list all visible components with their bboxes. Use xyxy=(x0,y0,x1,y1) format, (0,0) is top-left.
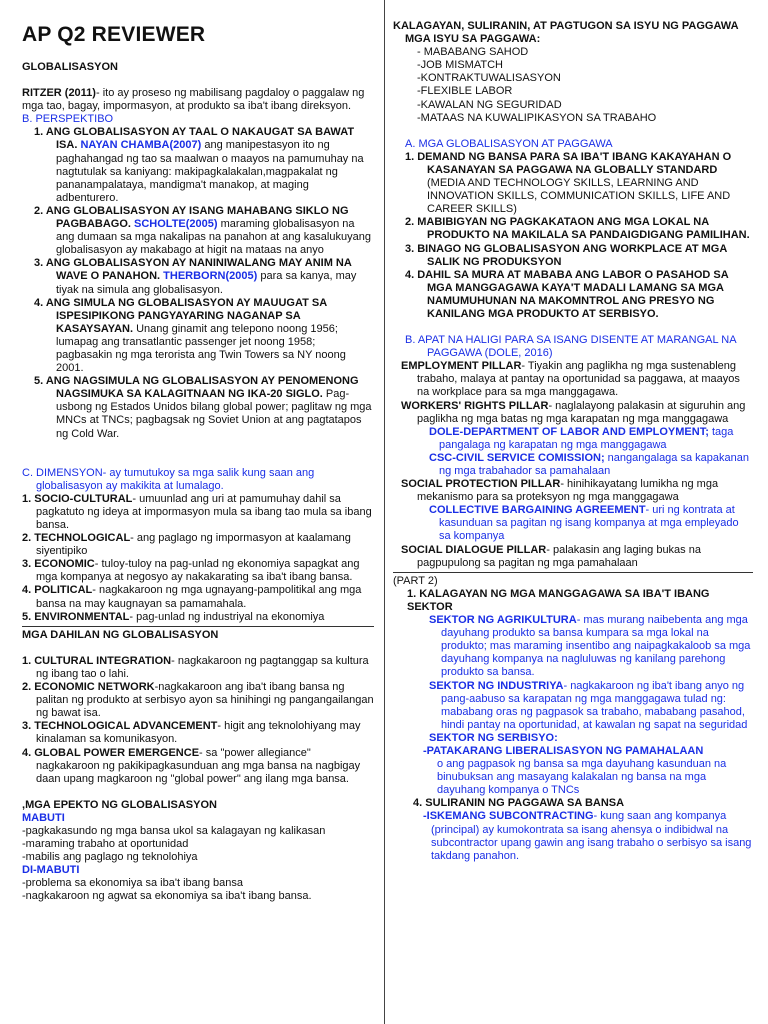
page-title: AP Q2 REVIEWER xyxy=(22,23,206,46)
item-bold: 1. CULTURAL INTEGRATION xyxy=(22,654,172,667)
a-item-2: 2. MABIBIGYAN NG PAGKAKATAON ANG MGA LOKAL NA PRODUKTO NA MAKILALA SA PANDAIGDIGANG PAMILIHAN. xyxy=(405,216,750,242)
dimensyon-item-5 xyxy=(22,611,374,624)
dimensyon-item-3 xyxy=(22,558,374,584)
item-bold: 4. POLITICAL xyxy=(22,584,93,597)
item-text: -nagkakaroon ang iba't ibang bansa ng palitan ng produkto at serbisyo ayon sa hinihingi ng pangangailangan ng bawat isa. xyxy=(36,681,374,720)
liberalisasyon-heading: -PATAKARANG LIBERALISASYON NG PAMAHALAAN xyxy=(423,744,704,757)
section-divider xyxy=(393,572,753,573)
mabuti-label: MABUTI xyxy=(22,811,65,824)
citation: THERBORN(2005) xyxy=(163,270,258,283)
item-text: - hinihikayatang lumikha ng mga mekanismo para sa proteksyon ng mga manggagawa xyxy=(417,478,719,504)
dahilan-item-4 xyxy=(22,747,374,786)
workers-rights-pillar xyxy=(393,400,753,426)
b-heading: B. APAT NA HALIGI PARA SA ISANG DISENTE AT MARANGAL NA PAGGAWA (DOLE, 2016) xyxy=(405,334,736,360)
item-text: para sa kanya, may tiyak na simula ang globalisasyon. xyxy=(56,270,357,296)
item-text: - ang paglago ng impormasyon at kaalamang siyentipiko xyxy=(36,532,351,558)
liberalisasyon-text: o ang pagpasok ng bansa sa mga dayuhang kasunduan na binubuksan ang masayang kalakalan ng bansa na mga dayuhang kompanya o TNCs xyxy=(437,758,727,797)
item-text: - higit ang teknolohiyang may kinalaman sa komunikasyon. xyxy=(36,720,361,746)
isyu-item: -JOB MISMATCH xyxy=(417,59,503,72)
section-divider xyxy=(22,626,374,627)
dimensyon-item-4 xyxy=(22,584,374,610)
item-bold: 1. DEMAND NG BANSA PARA SA IBA'T IBANG KAKAYAHAN O KASANAYAN SA PAGGAWA NA GLOBALLY STANDARD xyxy=(405,150,732,176)
item-bold: -ISKEMANG SUBCONTRACTING xyxy=(423,810,594,823)
item-text: - pag-unlad ng industriyal na ekonomiya xyxy=(129,610,325,623)
epekto-heading xyxy=(22,799,374,812)
k1-heading: 1. KALAGAYAN NG MGA MANGGAGAWA SA IBA'T IBANG SEKTOR xyxy=(407,587,710,613)
mabuti-item: -pagkakasundo ng mga bansa ukol sa kalagayan ng kalikasan xyxy=(22,824,326,837)
column-divider xyxy=(384,0,385,1024)
item-bold: 3. ANG GLOBALISASYON AY NANINIWALANG MAY ANIM NA WAVE O PANAHON. xyxy=(34,257,352,283)
isyu-item: - MABABANG SAHOD xyxy=(417,46,529,59)
item-bold: 3. TECHNOLOGICAL ADVANCEMENT xyxy=(22,720,218,733)
perspektibo-item-2 xyxy=(22,205,374,257)
dimensyon-item-1 xyxy=(22,493,374,532)
item-bold: 2. TECHNOLOGICAL xyxy=(22,532,131,545)
iskemang-subcontracting xyxy=(393,810,753,862)
item-bold: 1. SOCIO-CULTURAL xyxy=(22,492,133,505)
item-text: - kung saan ang kompanya (principal) ay kumokontrata sa isang ahensya o indibidwal na subcontractor upang gawin ang isang trabaho o serbisyo sa isang takdang panahon. xyxy=(431,810,752,862)
item-text: Unang ginamit ang telepono noong 1956; lumapag ang transatlantic passenger jet noong 1958; pagbasakin ng mga terorista ang Twin Towers sa NY noong 2001. xyxy=(56,322,346,375)
isyu-heading: MGA ISYU SA PAGGAWA: xyxy=(405,33,541,46)
item-text: Pag-usbong ng Estados Unidos bilang global power; paglitaw ng mga MNCs at TNCs; pagbagsak ng Soviet Union at ang pagtatapos ng Cold War. xyxy=(56,388,372,440)
globalisasyon-heading: GLOBALISASYON xyxy=(22,61,118,73)
sektor-industriya xyxy=(393,680,753,732)
citation: SCHOLTE(2005) xyxy=(134,218,218,231)
dimabuti-label: DI-MABUTI xyxy=(22,864,80,877)
item-bold: DOLE-DEPARTMENT OF LABOR AND EMPLOYMENT; xyxy=(429,425,709,438)
item-bold: SOCIAL PROTECTION PILLAR xyxy=(401,478,561,491)
item-text: - palakasin ang laging bukas na pagpupulong sa pagitan ng mga pamahalaan xyxy=(417,543,701,569)
item-text: (MEDIA AND TECHNOLOGY SKILLS, LEARNING AND INNOVATION SKILLS, COMMUNICATION SKILLS, LIFE AND CAREER SKILLS) xyxy=(427,177,731,216)
isyu-item: -KAWALAN NG SEGURIDAD xyxy=(417,98,562,111)
item-bold: COLLECTIVE BARGAINING AGREEMENT xyxy=(429,504,646,517)
dimensyon-heading: C. DIMENSYON- ay tumutukoy sa mga salik kung saan ang globalisasyon ay makikita at lumalago. xyxy=(22,466,315,492)
isyu-item: -KONTRAKTUWALISASYON xyxy=(417,72,561,85)
dimabuti-item: -nagkakaroon ng agwat sa ekonomiya sa iba't ibang bansa. xyxy=(22,890,312,903)
perspektibo-heading: B. PERSPEKTIBO xyxy=(22,113,114,126)
epekto-prefix: , xyxy=(22,798,26,811)
isyu-item: -MATAAS NA KUWALIPIKASYON SA TRABAHO xyxy=(417,111,657,124)
sektor-agrikultura xyxy=(393,614,753,679)
item-text: - umuunlad ang uri at pamumuhay dahil sa pagkatuto ng ideya at impormasyon mula sa ibang tao mula sa ibang bansa. xyxy=(36,492,372,531)
item-text: ang manipestasyon ito ng paghahangad ng tao sa maalwan o maayos na pamumuhay na nagtutulak sa kaniyang: makipagkalakalan,magpakalat ng pananampalataya, mandigma't manakop, at maging adbenturero. xyxy=(56,139,364,204)
item-text: nangangalaga sa kapakanan ng mga trabahador sa pamahalaan xyxy=(439,451,749,477)
item-bold: SEKTOR NG INDUSTRIYA xyxy=(429,679,564,692)
part2-label: (PART 2) xyxy=(393,574,438,587)
item-text: taga pangalaga ng karapatan ng mga manggagawa xyxy=(439,425,734,451)
item-bold: WORKERS' RIGHTS PILLAR xyxy=(401,399,549,412)
right-column xyxy=(393,0,753,863)
k4-heading: 4. SULIRANIN NG PAGGAWA SA BANSA xyxy=(413,797,625,810)
item-bold: 3. ECONOMIC xyxy=(22,558,95,571)
item-text: - nagkakaroon ng iba't ibang anyo ng pang-aabuso sa karapatan ng mga manggagawa tulad ng: mababang oras ng pagpasok sa trabaho, mababang pasahod, hindi pantay na oportunidad, at kawalan ng sapat na seguridad xyxy=(441,679,748,731)
item-bold: CSC-CIVIL SERVICE COMISSION; xyxy=(429,451,605,464)
item-text: - tuloy-tuloy na pag-unlad ng ekonomiya sapagkat ang mga kompanya at negosyo ay nakakarating sa iba't ibang bansa. xyxy=(36,558,360,584)
item-bold: 1. ANG GLOBALISASYON AY TAAL O NAKAUGAT SA BAWAT ISA. xyxy=(34,126,355,152)
ritzer-label: RITZER (2011) xyxy=(22,87,96,100)
citation: NAYAN CHAMBA(2007) xyxy=(80,139,202,152)
social-dialogue-pillar xyxy=(393,544,753,570)
perspektibo-item-4 xyxy=(22,297,374,376)
kalagayan-heading: KALAGAYAN, SULIRANIN, AT PAGTUGON SA ISYU NG PAGGAWA xyxy=(393,20,739,32)
epekto-heading-text: MGA EPEKTO NG GLOBALISASYON xyxy=(25,798,217,811)
dahilan-item-2 xyxy=(22,681,374,720)
dimabuti-item: -problema sa ekonomiya sa iba't ibang bansa xyxy=(22,877,244,890)
item-text: - uri ng kontrata at kasunduan sa pagitan ng isang kompanya at mga empleyado sa kompanya xyxy=(439,504,739,543)
item-text: - nagkakaroon ng pagtanggap sa kultura ng ibang tao o lahi. xyxy=(36,654,369,680)
item-bold: 5. ENVIRONMENTAL xyxy=(22,610,130,623)
mabuti-item: -mabilis ang paglago ng teknolohiya xyxy=(22,851,198,864)
perspektibo-item-1 xyxy=(22,126,374,205)
sektor-serbisyo: SEKTOR NG SERBISYO: xyxy=(429,731,558,744)
dole-item xyxy=(393,426,753,452)
item-text: - Tiyakin ang paglikha ng mga sustenableng trabaho, malaya at pantay na oportunidad sa paggawa, at maayos na workplace para sa mga manggagawa. xyxy=(417,360,740,399)
item-bold: 2. ANG GLOBALISASYON AY ISANG MAHABANG SIKLO NG PAGBABAGO. xyxy=(34,204,349,231)
left-column xyxy=(22,0,374,904)
ritzer-definition xyxy=(22,87,374,113)
a-heading: A. MGA GLOBALISASYON AT PAGGAWA xyxy=(405,137,613,150)
dimensyon-item-2 xyxy=(22,532,374,558)
dahilan-heading: MGA DAHILAN NG GLOBALISASYON xyxy=(22,628,219,641)
item-bold: 5. ANG NAGSIMULA NG GLOBALISASYON AY PENOMENONG NAGSIMUKA SA KALAGITNAAN NG IKA-20 SIGLO. xyxy=(34,375,359,401)
item-text: maraming globalisasyon na ang dumaan sa mga nakalipas na panahon at ang kasalukuyang globalisasyon ay makabago at higit na mataas na anyo xyxy=(56,218,371,257)
item-text: - sa "power allegiance" nagkakaroon ng pakikipagkasunduan ang mga bansa na nagbigay daan upang magkaroon ng "global power" ang ilang mga bansa. xyxy=(36,746,361,785)
employment-pillar xyxy=(393,360,753,399)
item-bold: SEKTOR NG AGRIKULTURA xyxy=(429,614,577,627)
cba-item xyxy=(393,504,753,543)
mabuti-item: -maraming trabaho at oportunidad xyxy=(22,838,189,851)
social-protection-pillar xyxy=(393,478,753,504)
a-item-1 xyxy=(393,151,753,216)
item-bold: 2. ECONOMIC NETWORK xyxy=(22,681,155,694)
isyu-item: -FLEXIBLE LABOR xyxy=(417,85,513,98)
item-text: - naglalayong palakasin at siguruhin ang paglikha ng mga batas ng mga karapatan ng mga manggagawa xyxy=(417,399,746,425)
a-item-4: 4. DAHIL SA MURA AT MABABA ANG LABOR O PASAHOD SA MGA MANGGAGAWA KAYA'T MADALI LAMANG SA MGA NAMUMUHUNAN NA MAKOMNTROL ANG PRESYO NG KANILANG MGA PRODUKTO AT SERBISYO. xyxy=(405,268,729,320)
item-bold: 4. ANG SIMULA NG GLOBALISASYON AY MAUUGAT SA ISPESIPIKONG PANGYAYARING NAGANAP SA KASAYSAYAN. xyxy=(34,296,327,335)
perspektibo-item-5 xyxy=(22,375,374,440)
a-item-3: 3. BINAGO NG GLOBALISASYON ANG WORKPLACE AT MGA SALIK NG PRODUKSYON xyxy=(405,242,727,268)
dahilan-item-3 xyxy=(22,720,374,746)
item-text: - mas murang naibebenta ang mga dayuhang produkto sa bansa kumpara sa mga lokal na produkto; mas maraming insentibo ang naipagkakaloob sa mga dayuhang kompanya na nagluluwas ng kanilang parehong produkto sa bansa. xyxy=(441,614,751,679)
item-bold: 4. GLOBAL POWER EMERGENCE xyxy=(22,746,200,759)
item-bold: EMPLOYMENT PILLAR xyxy=(401,360,522,373)
perspektibo-item-3 xyxy=(22,257,374,296)
item-bold: SOCIAL DIALOGUE PILLAR xyxy=(401,543,547,556)
ritzer-text: - ito ay proseso ng mabilisang pagdaloy o paggalaw ng mga tao, bagay, impormasyon, at produkto sa iba't ibang direksyon. xyxy=(22,87,365,113)
item-text: - nagkakaroon ng mga ugnayang-pampolitikal ang mga bansa na may kaugnayan sa pamamahala. xyxy=(36,584,362,610)
csc-item xyxy=(393,452,753,478)
dahilan-item-1 xyxy=(22,655,374,681)
